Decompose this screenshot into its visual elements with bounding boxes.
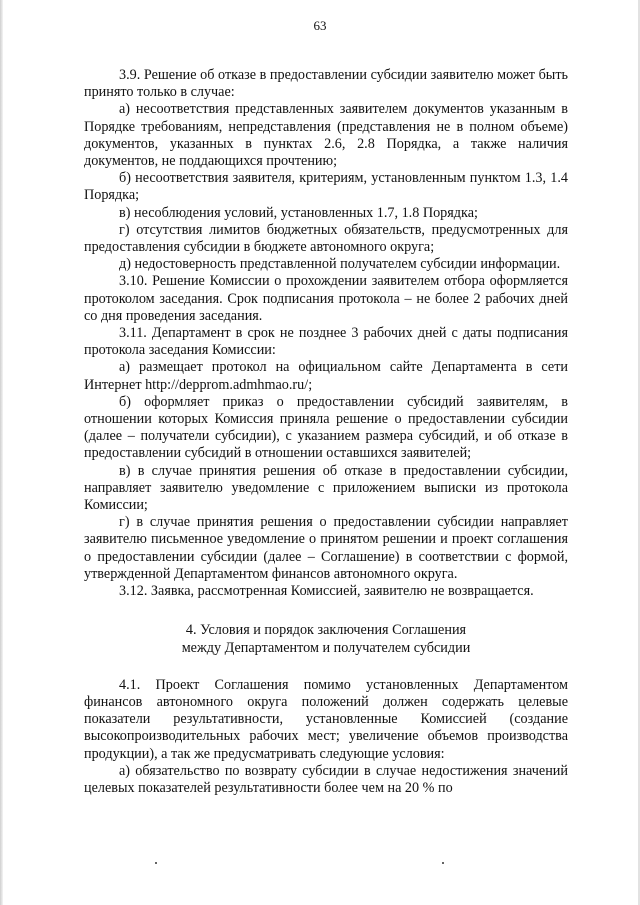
- paragraph-3-10: 3.10. Решение Комиссии о прохождении заявителем отбора оформляется протоколом заседания. Срок подписания протокола – не более 2 рабочих дней со дня проведения заседания.: [84, 273, 568, 324]
- paragraph-3-11: 3.11. Департамент в срок не позднее 3 рабочих дней с даты подписания протокола заседания Комиссии:: [84, 325, 568, 359]
- scan-speck: [155, 862, 157, 864]
- paragraph-3-12: 3.12. Заявка, рассмотренная Комиссией, заявителю не возвращается.: [119, 583, 534, 600]
- paragraph-3-11-g: г) в случае принятия решения о предоставлении субсидии направляет заявителю письменное уведомление о принятом решении и проект соглашения о предоставлении субсидии (далее – Соглашение) в соответствии с формой, утвержденной Департаментом финансов автономного округа.: [84, 514, 568, 582]
- scan-edge-left: [0, 0, 3, 905]
- section-heading-line1: 4. Условия и порядок заключения Соглашения: [185, 622, 467, 639]
- paragraph-3-11-a: а) размещает протокол на официальном сайте Департамента в сети Интернет http://depprom.admhmao.ru/;: [84, 359, 568, 393]
- page-number: 63: [313, 18, 327, 33]
- paragraph-3-9: 3.9. Решение об отказе в предоставлении субсидии заявителю может быть принято только в случае:: [84, 67, 568, 101]
- scan-speck: [442, 862, 444, 864]
- paragraph-3-11-b: б) оформляет приказ о предоставлении субсидий заявителям, в отношении которых Комиссия приняла решение о предоставлении субсидии (далее – получатели субсидии), с указанием размера субсидий, и об отказе в предоставлении субсидий в отношении оставшихся заявителей;: [84, 393, 568, 462]
- paragraph-4-1: 4.1. Проект Соглашения помимо установленных Департаментом финансов автономного округа положений должен содержать целевые показатели результативности, установленные Комиссией (создание высокопроизводительных рабочих мест; увеличение объемов производства продукции), а так же предусматривать следующие условия:: [84, 676, 568, 762]
- paragraph-3-9-a: а) несоответствия представленных заявителем документов указанным в Порядке требованиям, непредставления (представления не в полном объеме) документов, указанных в пунктах 2.6, 2.8 Порядка, а также наличия документов, не поддающихся прочтению;: [84, 101, 568, 170]
- paragraph-4-1-a: а) обязательство по возврату субсидии в случае недостижения значений целевых показателей результативности более чем на 20 % по: [84, 762, 568, 796]
- paragraph-3-9-d: д) недостоверность представленной получателем субсидии информации.: [119, 256, 561, 273]
- document-body: [84, 67, 568, 797]
- section-heading-line2: между Департаментом и получателем субсидии: [181, 639, 471, 656]
- paragraph-3-11-v: в) в случае принятия решения об отказе в предоставлении субсидии, направляет заявителю уведомление с приложением выписки из протокола Комиссии;: [84, 462, 568, 514]
- paragraph-3-9-v: в) несоблюдения условий, установленных 1.7, 1.8 Порядка;: [119, 204, 478, 221]
- paragraph-3-9-g: г) отсутствия лимитов бюджетных обязательств, предусмотренных для предоставления субсидии в бюджете автономного округа;: [84, 221, 568, 256]
- paragraph-3-9-b: б) несоответствия заявителя, критериям, установленным пунктом 1.3, 1.4 Порядка;: [84, 170, 568, 204]
- section-heading: [84, 622, 568, 656]
